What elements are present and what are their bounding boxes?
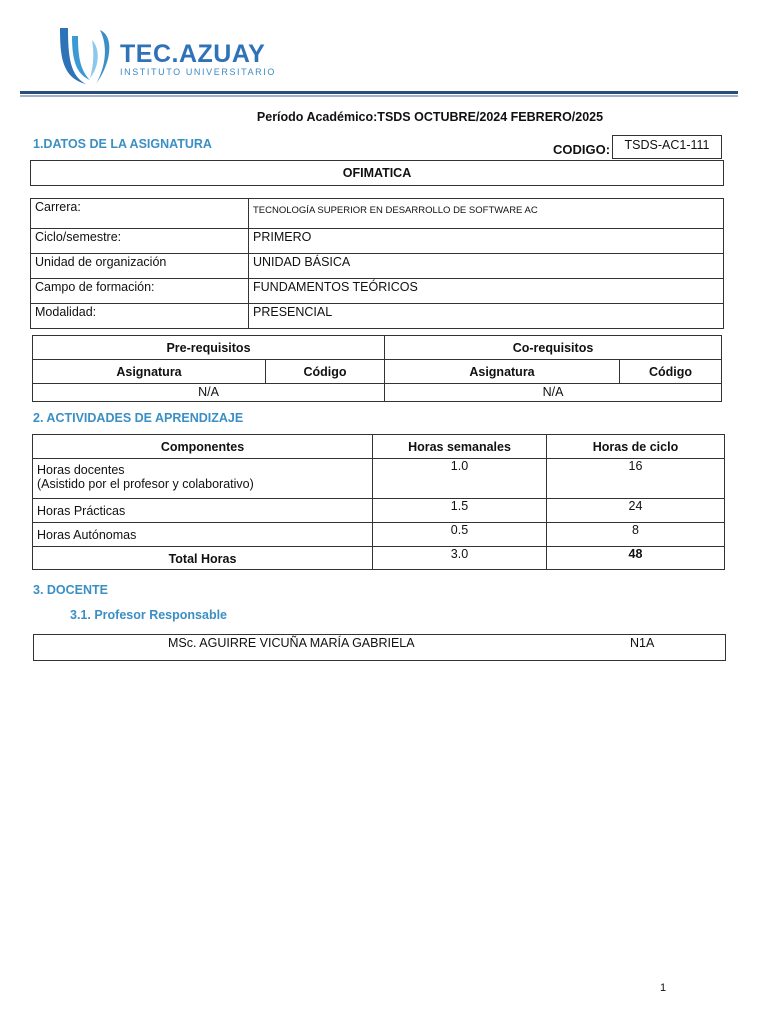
- activities-table: [32, 434, 725, 570]
- row-label: Unidad de organización: [31, 254, 249, 279]
- professor-group: N1A: [630, 636, 655, 650]
- row-value: TECNOLOGÍA SUPERIOR EN DESARROLLO DE SOFTWARE AC: [249, 199, 724, 229]
- subject-title: OFIMATICA: [30, 160, 724, 186]
- logo-u-icon: [56, 26, 120, 90]
- total-cycle: 48: [547, 547, 725, 570]
- pre-requisites-header: Pre-requisitos: [33, 336, 385, 360]
- subject-data-table: [30, 198, 724, 329]
- cycle-hours: 8: [547, 523, 725, 547]
- cycle-hours: 24: [547, 499, 725, 523]
- professor-name: MSc. AGUIRRE VICUÑA MARÍA GABRIELA: [168, 636, 415, 650]
- section-3-1-heading: 3.1. Profesor Responsable: [70, 608, 228, 622]
- row-value: PRIMERO: [249, 229, 724, 254]
- codigo-value: TSDS-AC1-111: [612, 135, 722, 159]
- component-detail: (Asistido por el profesor y colaborativo): [37, 477, 254, 491]
- cycle-hours: 16: [547, 459, 725, 499]
- header-rule: [20, 91, 738, 94]
- component-label: Horas Prácticas: [33, 499, 373, 523]
- page-number: 1: [660, 982, 667, 994]
- co-asignatura-header: Asignatura: [385, 360, 620, 384]
- table-row: [33, 523, 725, 547]
- table-row: [31, 279, 724, 304]
- row-label: Ciclo/semestre:: [31, 229, 249, 254]
- component-label: Horas docentes: [37, 463, 125, 477]
- codigo-label: CODIGO:: [553, 142, 611, 157]
- total-label: Total Horas: [33, 547, 373, 570]
- pre-codigo-header: Código: [266, 360, 385, 384]
- col-componentes: Componentes: [33, 435, 373, 459]
- section-2-heading: 2. ACTIVIDADES DE APRENDIZAJE: [33, 411, 244, 425]
- table-row: [31, 254, 724, 279]
- academic-period: Período Académico:TSDS OCTUBRE/2024 FEBRERO/2025: [256, 110, 604, 124]
- col-horas-semanales: Horas semanales: [373, 435, 547, 459]
- co-requisites-header: Co-requisitos: [385, 336, 722, 360]
- pre-asignatura-header: Asignatura: [33, 360, 266, 384]
- table-row: [33, 459, 725, 499]
- co-codigo-header: Código: [620, 360, 722, 384]
- weekly-hours: 1.0: [373, 459, 547, 499]
- weekly-hours: 1.5: [373, 499, 547, 523]
- logo-subtitle: INSTITUTO UNIVERSITARIO: [120, 67, 276, 77]
- total-weekly: 3.0: [373, 547, 547, 570]
- section-3-heading: 3. DOCENTE: [33, 583, 109, 597]
- row-value: PRESENCIAL: [249, 304, 724, 329]
- table-row: [31, 199, 724, 229]
- component-label: Horas Autónomas: [33, 523, 373, 547]
- requisites-table: [32, 335, 722, 402]
- total-row: [33, 547, 725, 570]
- weekly-hours: 0.5: [373, 523, 547, 547]
- row-label: Modalidad:: [31, 304, 249, 329]
- professor-box: [33, 634, 726, 661]
- row-value: FUNDAMENTOS TEÓRICOS: [249, 279, 724, 304]
- table-row: [33, 499, 725, 523]
- row-label: Carrera:: [31, 199, 249, 229]
- section-1-heading: 1.DATOS DE LA ASIGNATURA: [33, 137, 212, 151]
- table-row: [31, 304, 724, 329]
- pre-requisite-value: N/A: [33, 384, 385, 402]
- co-requisite-value: N/A: [385, 384, 722, 402]
- table-row: [31, 229, 724, 254]
- col-horas-ciclo: Horas de ciclo: [547, 435, 725, 459]
- header-rule-light: [20, 95, 738, 97]
- row-value: UNIDAD BÁSICA: [249, 254, 724, 279]
- row-label: Campo de formación:: [31, 279, 249, 304]
- logo-title: TEC.AZUAY: [120, 40, 266, 68]
